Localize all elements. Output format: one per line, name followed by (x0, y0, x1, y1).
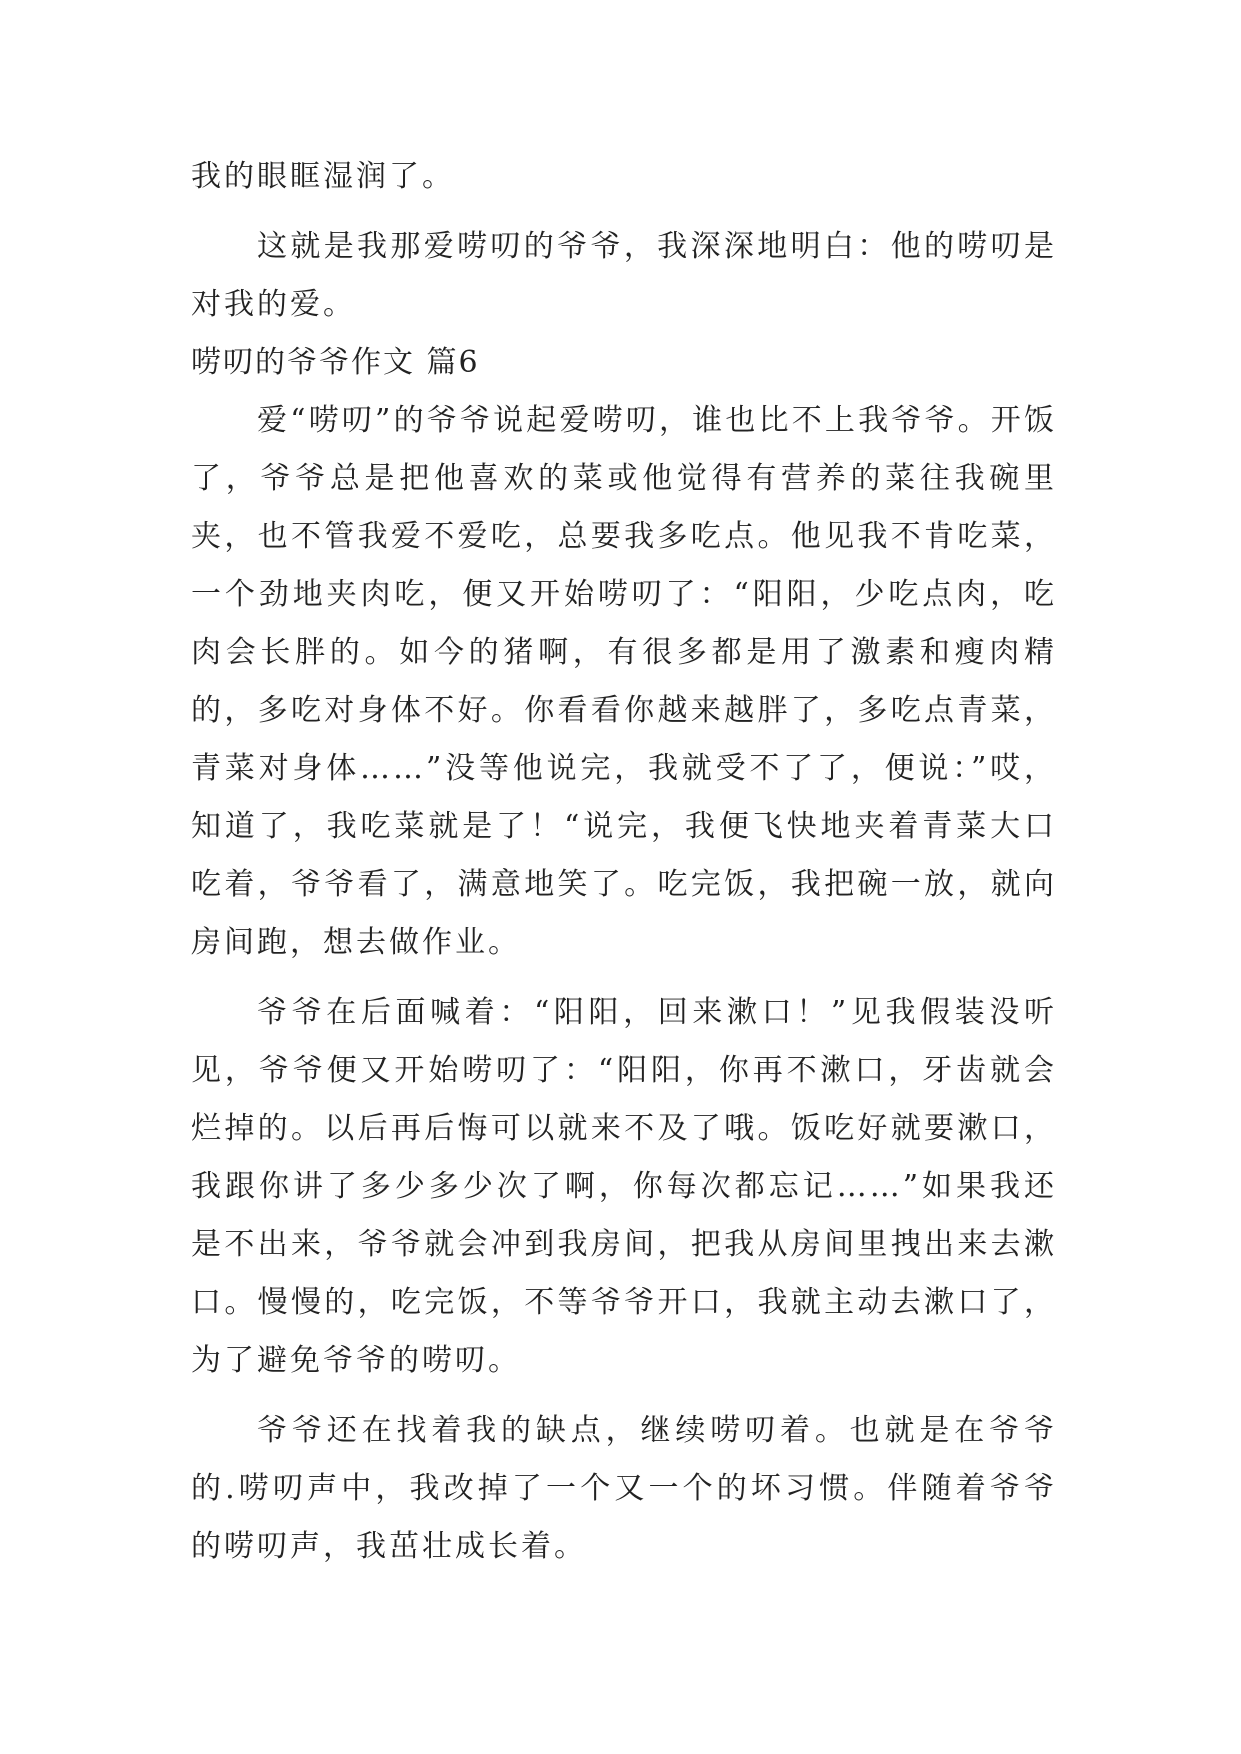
paragraph: 爷爷还在找着我的缺点，继续唠叨着。也就是在爷爷的.唠叨声中，我改掉了一个又一个的坏习惯。伴随着爷爷的唠叨声，我茁壮成长着。 (191, 1413, 1057, 1564)
paragraph-continued: 我的眼眶湿润了。 (191, 159, 455, 194)
paragraph: 爱“唠叨”的爷爷说起爱唠叨，谁也比不上我爷爷。开饭了，爷爷总是把他喜欢的菜或他觉得有营养的菜往我碗里夹，也不管我爱不爱吃，总要我多吃点。他见我不肯吃菜，一个劲地夹肉吃，便又开始唠叨了：“阳阳，少吃点肉，吃肉会长胖的。如今的猪啊，有很多都是用了激素和瘦肉精的，多吃对身体不好。你看看你越来越胖了，多吃点青菜，青菜对身体……”没等他说完，我就受不了了，便说：”哎，知道了，我吃菜就是了！“说完，我便飞快地夹着青菜大口吃着，爷爷看了，满意地笑了。吃完饭，我把碗一放，就向房间跑，想去做作业。 (191, 403, 1057, 960)
section-title: 唠叨的爷爷作文 篇6 (191, 345, 480, 380)
document-page (191, 148, 1057, 1576)
paragraph: 这就是我那爱唠叨的爷爷，我深深地明白：他的唠叨是对我的爱。 (191, 229, 1057, 322)
paragraph: 爷爷在后面喊着：“阳阳，回来漱口！”见我假装没听见，爷爷便又开始唠叨了：“阳阳，你再不漱口，牙齿就会烂掉的。以后再后悔可以就来不及了哦。饭吃好就要漱口，我跟你讲了多少多少次了啊，你每次都忘记……”如果我还是不出来，爷爷就会冲到我房间，把我从房间里拽出来去漱口。慢慢的，吃完饭，不等爷爷开口，我就主动去漱口了，为了避免爷爷的唠叨。 (191, 995, 1057, 1378)
